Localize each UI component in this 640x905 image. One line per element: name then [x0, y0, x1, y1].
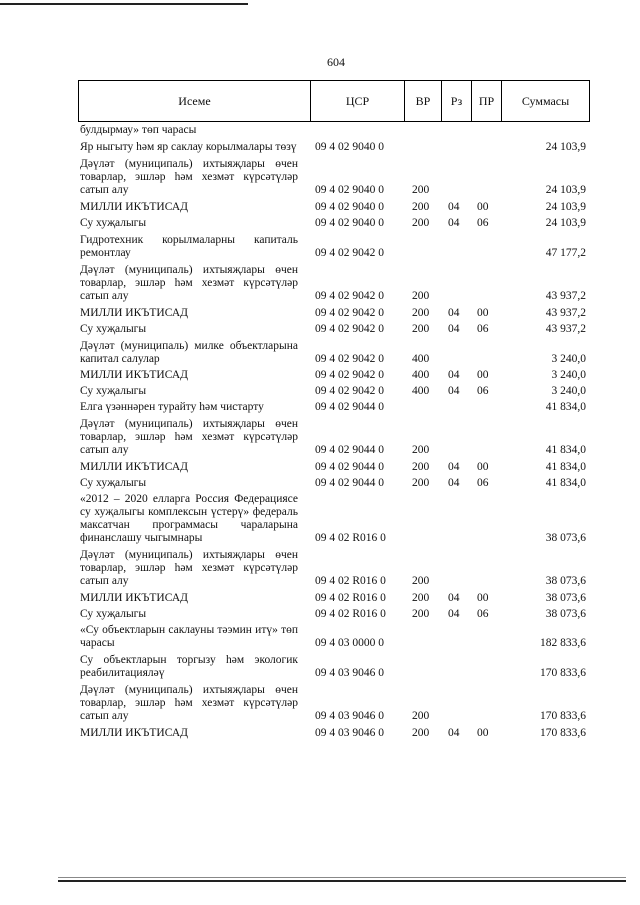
row-name: МИЛЛИ ИКЪТИСАД: [80, 727, 188, 739]
row-vr: 200: [412, 592, 430, 604]
table-row: [80, 264, 590, 303]
row-name: «Су объектларын саклауны тәэмин итү» төп чарасы: [80, 624, 298, 649]
table-row: [80, 654, 590, 680]
row-sum: 3 240,0: [551, 353, 586, 365]
row-sum: 43 937,2: [545, 307, 586, 319]
bottom-rule: [58, 880, 626, 882]
row-sum: 43 937,2: [545, 323, 586, 335]
row-csr: 09 4 02 9042 0: [315, 247, 384, 259]
table-row: [80, 684, 590, 723]
table-row: [80, 307, 590, 320]
row-name: Су хуҗалыгы: [80, 323, 147, 335]
row-rz: 04: [448, 461, 460, 473]
row-sum: 182 833,6: [540, 637, 586, 649]
row-vr: 400: [412, 369, 430, 381]
header-pr: ПР: [472, 81, 502, 121]
row-sum: 24 103,9: [545, 184, 586, 196]
row-vr: 200: [412, 608, 430, 620]
row-vr: 200: [412, 710, 430, 722]
row-csr: 09 4 02 9044 0: [315, 444, 384, 456]
row-name: МИЛЛИ ИКЪТИСАД: [80, 369, 188, 381]
row-rz: 04: [448, 369, 460, 381]
row-sum: 41 834,0: [545, 444, 586, 456]
row-rz: 04: [448, 201, 460, 213]
table-row: [80, 141, 590, 154]
row-name: Су хуҗалыгы: [80, 477, 147, 489]
row-csr: 09 4 02 9044 0: [315, 477, 384, 489]
row-pr: 00: [477, 727, 489, 739]
row-csr: 09 4 02 9042 0: [315, 369, 384, 381]
row-csr: 09 4 02 9042 0: [315, 290, 384, 302]
row-name: Дәүләт (муниципаль) ихтыяҗлары өчен товарлар, эшләр һәм хезмәт күрсәтүләр сатып алу: [80, 264, 298, 302]
row-pr: 00: [477, 592, 489, 604]
row-csr: 09 4 02 9042 0: [315, 323, 384, 335]
row-vr: 200: [412, 727, 430, 739]
table-row: [80, 477, 590, 490]
table-row: [80, 234, 590, 260]
row-csr: 09 4 02 9042 0: [315, 307, 384, 319]
row-pr: 00: [477, 461, 489, 473]
row-sum: 43 937,2: [545, 290, 586, 302]
table-header: [78, 80, 590, 122]
row-rz: 04: [448, 217, 460, 229]
row-vr: 200: [412, 217, 430, 229]
table-row: [80, 385, 590, 398]
row-pr: 00: [477, 201, 489, 213]
row-sum: 170 833,6: [540, 710, 586, 722]
row-sum: 3 240,0: [551, 385, 586, 397]
table-row: [80, 418, 590, 457]
bottom-rule-thin: [58, 877, 626, 878]
row-csr: 09 4 03 9046 0: [315, 710, 384, 722]
table-row: [80, 549, 590, 588]
row-vr: 200: [412, 290, 430, 302]
row-pr: 06: [477, 608, 489, 620]
header-vr: ВР: [405, 81, 442, 121]
row-name: МИЛЛИ ИКЪТИСАД: [80, 461, 188, 473]
row-csr: 09 4 03 9046 0: [315, 727, 384, 739]
row-sum: 38 073,6: [545, 575, 586, 587]
table-row: [80, 461, 590, 474]
table-row: [80, 608, 590, 621]
row-csr: 09 4 02 R016 0: [315, 608, 386, 620]
row-rz: 04: [448, 307, 460, 319]
table-row: [80, 493, 590, 545]
row-csr: 09 4 02 9040 0: [315, 201, 384, 213]
row-pr: 06: [477, 217, 489, 229]
row-name: МИЛЛИ ИКЪТИСАД: [80, 307, 188, 319]
row-name: Елга үзәннәрен турайту һәм чистарту: [80, 401, 264, 413]
row-sum: 41 834,0: [545, 401, 586, 413]
table-row: [80, 624, 590, 650]
row-sum: 41 834,0: [545, 477, 586, 489]
row-csr: 09 4 02 9044 0: [315, 461, 384, 473]
row-csr: 09 4 02 9040 0: [315, 141, 384, 153]
row-name: Дәүләт (муниципаль) ихтыяҗлары өчен товарлар, эшләр һәм хезмәт күрсәтүләр сатып алу: [80, 418, 298, 456]
row-vr: 200: [412, 307, 430, 319]
row-sum: 38 073,6: [545, 592, 586, 604]
row-rz: 04: [448, 385, 460, 397]
row-vr: 400: [412, 353, 430, 365]
header-csr: ЦСР: [311, 81, 405, 121]
row-vr: 200: [412, 461, 430, 473]
row-rz: 04: [448, 592, 460, 604]
table-row: [80, 369, 590, 382]
row-name: Яр ныгыту һәм яр саклау корылмалары төзү: [80, 141, 297, 153]
row-name: Су хуҗалыгы: [80, 217, 147, 229]
table-row: [80, 217, 590, 230]
table-row: [80, 401, 590, 414]
row-csr: 09 4 02 R016 0: [315, 592, 386, 604]
table-row: [80, 201, 590, 214]
row-sum: 41 834,0: [545, 461, 586, 473]
row-pr: 06: [477, 477, 489, 489]
table-row: [80, 340, 590, 366]
row-sum: 170 833,6: [540, 727, 586, 739]
table-row: [80, 323, 590, 336]
row-name: булдырмау» төп чарасы: [80, 124, 197, 136]
row-vr: 200: [412, 184, 430, 196]
row-csr: 09 4 03 0000 0: [315, 637, 384, 649]
row-name: Гидротехник корылмаларны капиталь ремонтлау: [80, 234, 298, 259]
row-name: Дәүләт (муниципаль) ихтыяҗлары өчен товарлар, эшләр һәм хезмәт күрсәтүләр сатып алу: [80, 684, 298, 722]
table-row: [80, 124, 590, 137]
row-vr: 200: [412, 477, 430, 489]
row-vr: 200: [412, 323, 430, 335]
row-csr: 09 4 02 R016 0: [315, 575, 386, 587]
row-vr: 200: [412, 201, 430, 213]
row-vr: 400: [412, 385, 430, 397]
page-number: 604: [327, 55, 345, 69]
row-name: МИЛЛИ ИКЪТИСАД: [80, 201, 188, 213]
row-rz: 04: [448, 608, 460, 620]
row-name: Су объектларын торгызу һәм экологик реабилитацияләү: [80, 654, 298, 679]
row-csr: 09 4 02 9044 0: [315, 401, 384, 413]
row-rz: 04: [448, 477, 460, 489]
row-csr: 09 4 02 9040 0: [315, 184, 384, 196]
row-name: МИЛЛИ ИКЪТИСАД: [80, 592, 188, 604]
row-sum: 38 073,6: [545, 532, 586, 544]
table-body: [80, 124, 590, 740]
row-csr: 09 4 03 9046 0: [315, 667, 384, 679]
row-name: «2012 – 2020 елларга Россия Федерациясе су хуҗалыгы комплексын үстерү» федераль максатчан программасы чараларына финанслашу чыгымнары: [80, 493, 298, 544]
row-sum: 47 177,2: [545, 247, 586, 259]
row-sum: 3 240,0: [551, 369, 586, 381]
row-sum: 24 103,9: [545, 217, 586, 229]
table-row: [80, 727, 590, 740]
row-sum: 24 103,9: [545, 201, 586, 213]
row-pr: 00: [477, 369, 489, 381]
header-name: Исеме: [79, 81, 311, 121]
row-vr: 200: [412, 444, 430, 456]
row-csr: 09 4 02 R016 0: [315, 532, 386, 544]
row-rz: 04: [448, 727, 460, 739]
row-sum: 24 103,9: [545, 141, 586, 153]
row-csr: 09 4 02 9042 0: [315, 353, 384, 365]
header-sum: Суммасы: [521, 94, 570, 108]
row-vr: 200: [412, 575, 430, 587]
table-row: [80, 158, 590, 197]
top-rule: [0, 3, 248, 5]
row-pr: 00: [477, 307, 489, 319]
row-name: Дәүләт (муниципаль) милке объектларына капитал салулар: [80, 340, 298, 365]
row-sum: 170 833,6: [540, 667, 586, 679]
row-sum: 38 073,6: [545, 608, 586, 620]
table-row: [80, 592, 590, 605]
header-rz: Рз: [442, 81, 472, 121]
row-name: Су хуҗалыгы: [80, 608, 147, 620]
row-name: Дәүләт (муниципаль) ихтыяҗлары өчен товарлар, эшләр һәм хезмәт күрсәтүләр сатып алу: [80, 158, 298, 196]
row-csr: 09 4 02 9042 0: [315, 385, 384, 397]
row-pr: 06: [477, 323, 489, 335]
row-pr: 06: [477, 385, 489, 397]
row-csr: 09 4 02 9040 0: [315, 217, 384, 229]
row-name: Дәүләт (муниципаль) ихтыяҗлары өчен товарлар, эшләр һәм хезмәт күрсәтүләр сатып алу: [80, 549, 298, 587]
row-rz: 04: [448, 323, 460, 335]
row-name: Су хуҗалыгы: [80, 385, 147, 397]
